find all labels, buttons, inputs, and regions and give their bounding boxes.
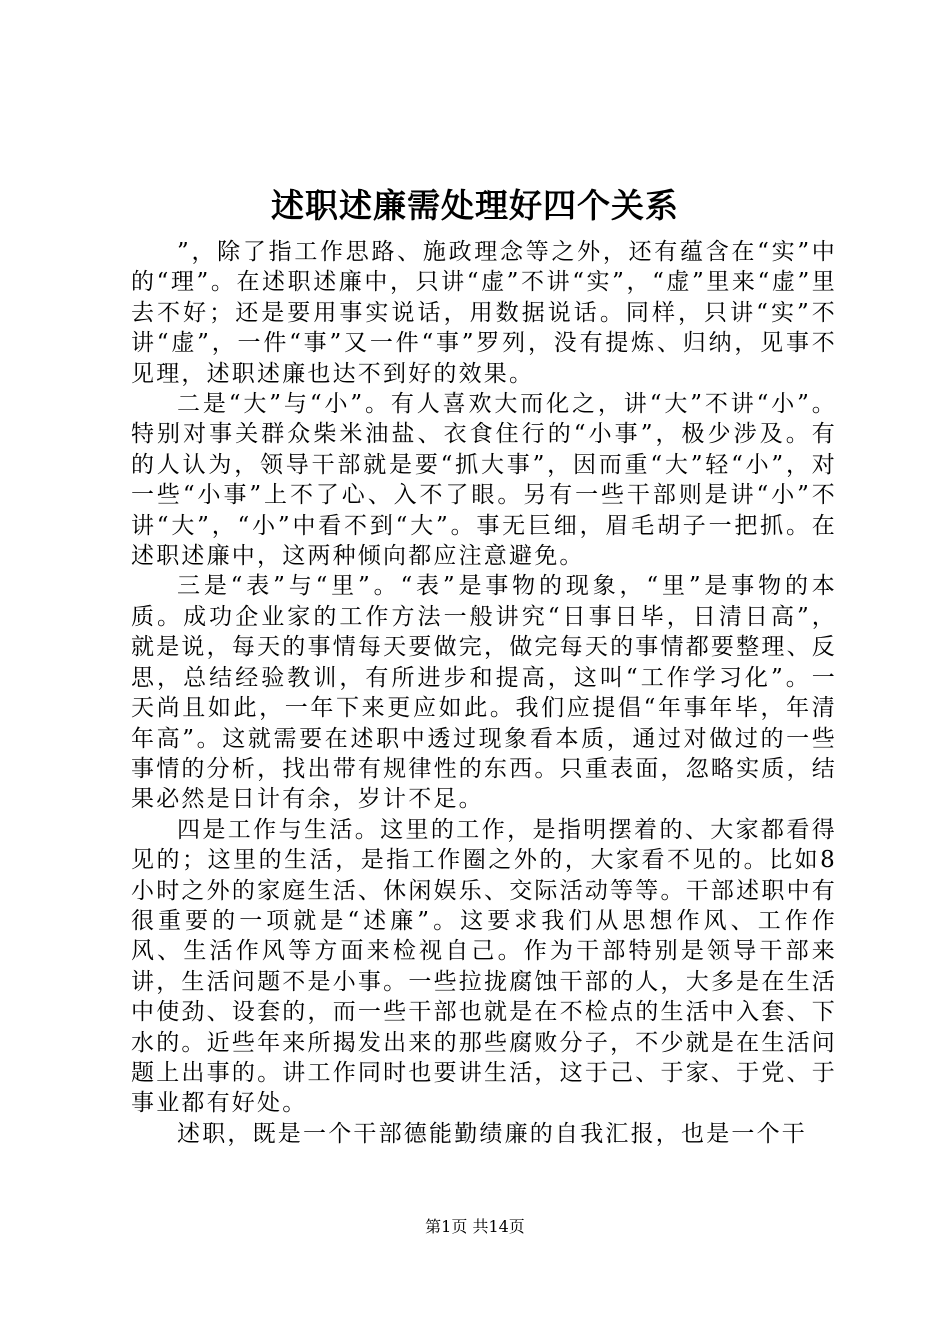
paragraph-1: ”，除了指工作思路、施政理念等之外，还有蕴含在“实”中的“理”。在述职述廉中，只讲“虚”不讲“实”，“虚”里来“虚”里去不好；还是要用事实说话，用数据说话。同样，只讲“实”不讲“虚”，一件“事”又一件“事”罗列，没有提炼、归纳，见事不见理，述职述廉也达不到好的效果。	[131, 239, 837, 387]
paragraph-4: 四是工作与生活。这里的工作，是指明摆着的、大家都看得见的；这里的生活，是指工作圈之外的，大家看不见的。比如8小时之外的家庭生活、休闲娱乐、交际活动等等。干部述职中有很重要的一项就是“述廉”。这要求我们从思想作风、工作作风、生活作风等方面来检视自己。作为干部特别是领导干部来讲，生活问题不是小事。一些拉拢腐蚀干部的人，大多是在生活中使劲、设套的，而一些干部也就是在不检点的生活中入套、下水的。近些年来所揭发出来的那些腐败分子，不少就是在生活问题上出事的。讲工作同时也要讲生活，这于己、于家、于党、于事业都有好处。	[131, 816, 837, 1117]
document-title: 述职述廉需处理好四个关系	[271, 186, 679, 225]
document-body	[131, 237, 837, 1149]
paragraph-5: 述职，既是一个干部德能勤绩廉的自我汇报，也是一个干	[177, 1120, 807, 1147]
page-footer: 第1页 共14页	[425, 1217, 525, 1236]
paragraph-3: 三是“表”与“里”。“表”是事物的现象，“里”是事物的本质。成功企业家的工作方法一般讲究“日事日毕，日清日高”，就是说，每天的事情每天要做完，做完每天的事情都要整理、反思，总结经验教训，有所进步和提高，这叫“工作学习化”。一天尚且如此，一年下来更应如此。我们应提倡“年事年毕，年清年高”。这就需要在述职中透过现象看本质，通过对做过的一些事情的分析，找出带有规律性的东西。只重表面，忽略实质，结果必然是日计有余，岁计不足。	[131, 573, 837, 813]
paragraph-2: 二是“大”与“小”。有人喜欢大而化之，讲“大”不讲“小”。特别对事关群众柴米油盐、衣食住行的“小事”，极少涉及。有的人认为，领导干部就是要“抓大事”，因而重“大”轻“小”，对一些“小事”上不了心、入不了眼。另有一些干部则是讲“小”不讲“大”，“小”中看不到“大”。事无巨细，眉毛胡子一把抓。在述职述廉中，这两种倾向都应注意避免。	[131, 391, 837, 570]
